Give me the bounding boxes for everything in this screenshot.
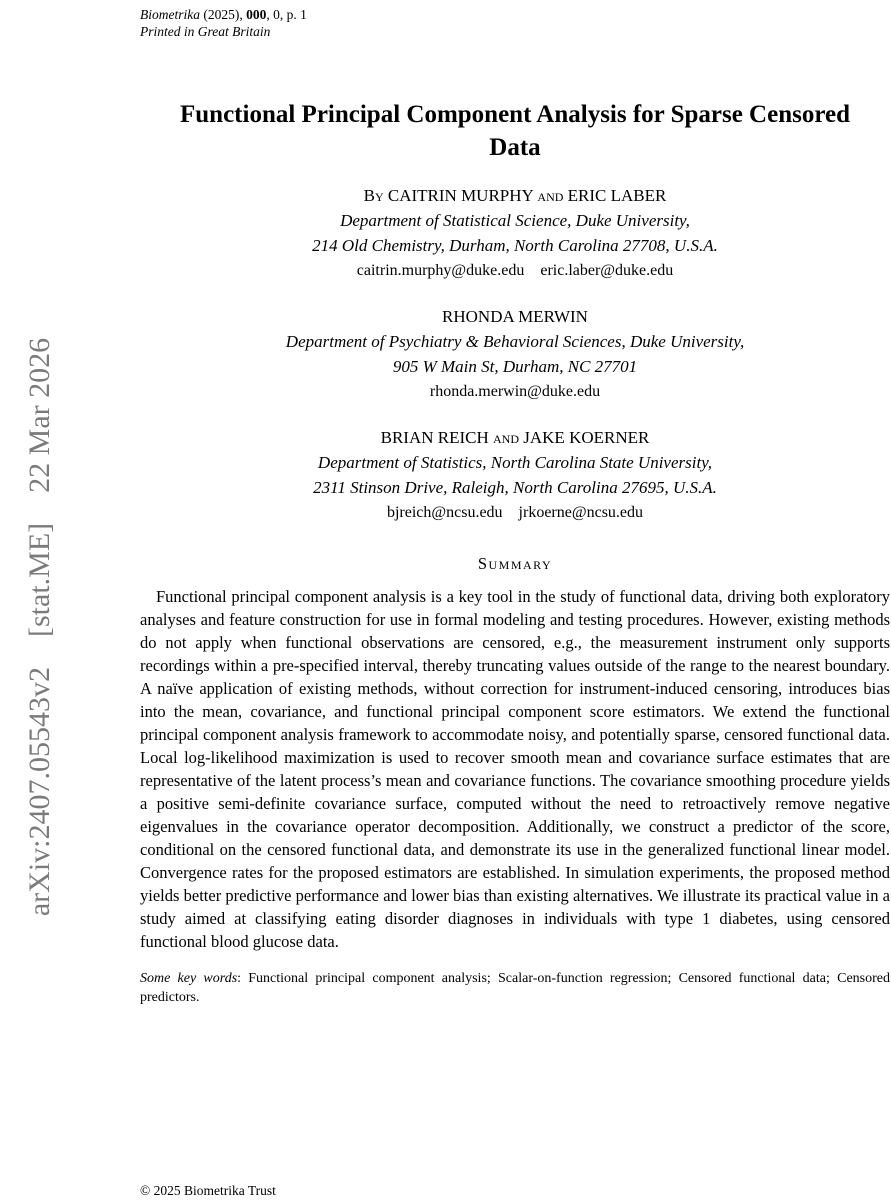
paper-title: Functional Principal Component Analysis for Sparse Censored Data xyxy=(180,101,850,161)
journal-name: Biometrika xyxy=(140,7,200,22)
byline-2: RHONDA MERWIN xyxy=(442,307,588,326)
affiliation-2-line1: Department of Psychiatry & Behavioral Sciences, Duke University, xyxy=(285,332,745,351)
copyright-notice: © 2025 Biometrika Trust xyxy=(140,1183,276,1198)
abstract-text: Functional principal component analysis is a key tool in the study of functional data, driving both exploratory analyses and feature construction for use in formal modeling and testing procedures. However, existing methods do not apply when functional observations are censored, e.g., the measurement instrument only supports recordings within a pre-specified interval, thereby truncating values outside of the range to the nearest boundary. A naïve application of existing methods, without correction for instrument-induced censoring, introduces bias into the mean, covariance, and functional principal component score estimators. We extend the functional principal component analysis framework to accommodate noisy, and potentially sparse, censored functional data. Local log-likelihood maximization is used to recover smooth mean and covariance surface estimates that are representative of the latent process’s mean and covariance functions. The covariance smoothing procedure yields a positive semi-definite covariance surface, computed without the need to retroactively remove negative eigenvalues in the covariance operator decomposition. Additionally, we construct a predictor of the score, conditional on the censored functional data, and demonstrate its use in the generalized functional linear model. Convergence rates for the proposed estimators are established. In simulation experiments, the proposed method yields better predictive performance and lower bias than existing alternatives. We illustrate its practical value in a study aimed at classifying eating disorder diagnoses in individuals with type 1 diabetes, using censored functional blood glucose data. xyxy=(140,587,890,951)
keywords-label: Some key words xyxy=(140,971,238,986)
keywords xyxy=(140,969,890,1007)
journal-citation-line xyxy=(140,6,890,23)
affiliation-1-line1: Department of Statistical Science, Duke University, xyxy=(340,211,690,230)
emails-1: caitrin.murphy@duke.edu eric.laber@duke.edu xyxy=(356,262,674,279)
author-block-2 xyxy=(140,305,890,404)
journal-issue-post: , 0, p. 1 xyxy=(266,7,307,22)
affiliation-2-line2: 905 W Main St, Durham, NC 27701 xyxy=(392,357,638,376)
printed-note: Printed in Great Britain xyxy=(140,24,271,39)
author-block-3 xyxy=(140,426,890,525)
author-block-1 xyxy=(140,184,890,283)
affiliation-1-line2: 214 Old Chemistry, Durham, North Carolina 27708, U.S.A. xyxy=(312,236,718,255)
arxiv-stamp: arXiv:2407.05543v2 [stat.ME] 22 Mar 2026 xyxy=(23,337,56,917)
journal-issue-pre: (2025), xyxy=(200,7,247,22)
affiliation-3-line1: Department of Statistics, North Carolina State University, xyxy=(317,453,713,472)
summary-heading: Summary xyxy=(477,554,553,573)
emails-3: bjreich@ncsu.edu jrkoerne@ncsu.edu xyxy=(386,504,644,521)
journal-volume: 000 xyxy=(246,7,267,22)
journal-header xyxy=(140,6,890,40)
byline-1: By CAITRIN MURPHY and ERIC LABER xyxy=(363,186,667,205)
emails-2: rhonda.merwin@duke.edu xyxy=(429,383,601,400)
affiliation-3-line2: 2311 Stinson Drive, Raleigh, North Carolina 27695, U.S.A. xyxy=(313,478,717,497)
byline-3: BRIAN REICH and JAKE KOERNER xyxy=(380,428,650,447)
keywords-list: : Functional principal component analysis; Scalar-on-function regression; Censored functional data; Censored predictors. xyxy=(140,971,890,1005)
content-column xyxy=(140,0,890,1007)
